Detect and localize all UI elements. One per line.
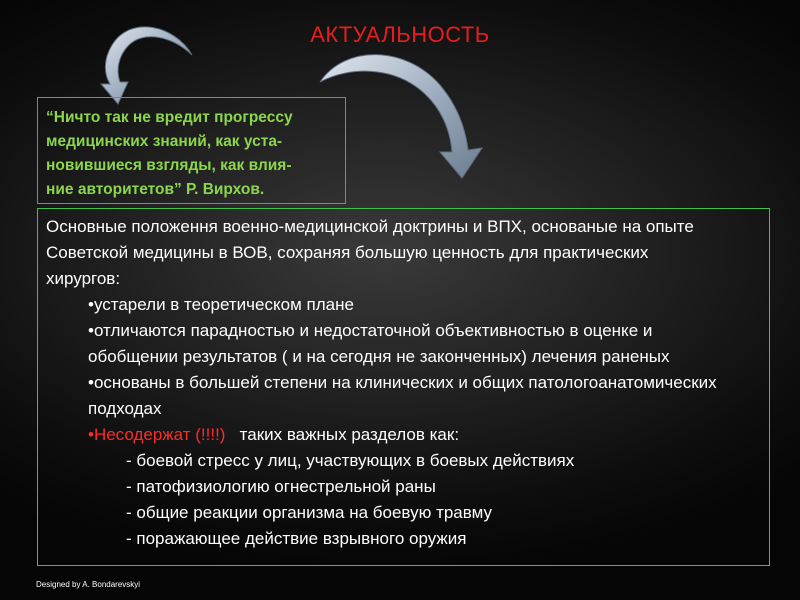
slide-title: АКТУАЛЬНОСТЬ xyxy=(310,22,490,47)
quote-line: ние авторитетов” Р. Вирхов. xyxy=(46,181,265,198)
bullet-item-missing-sections xyxy=(46,422,761,448)
sub-item: - поражающее действие взрывного оружия xyxy=(126,529,467,548)
sub-item: - общие реакции организма на боевую травму xyxy=(126,503,492,522)
curved-arrow-left-icon xyxy=(101,27,192,104)
quote-line: “Ничто так не вредит прогрессу xyxy=(46,109,293,126)
bullet-item: •отличаются парадностью и недостаточной объективностью в оценке и xyxy=(88,321,653,340)
quote-line: новившиеся взгляды, как влия- xyxy=(46,157,292,174)
quote-line: медицинских знаний, как уста- xyxy=(46,133,283,150)
footer-credit: Designed by A. Bondarevskyi xyxy=(36,580,141,589)
intro-line: Советской медицины в ВОВ, сохраняя большую ценность для практических xyxy=(46,243,649,262)
bullet-item: •устарели в теоретическом плане xyxy=(88,295,354,314)
bullet-item-continuation: обобщении результатов ( и на сегодня не законченных) лечения раненых xyxy=(88,347,670,366)
intro-line: хирургов: xyxy=(46,269,121,288)
missing-label: •Несодержат (!!!!) xyxy=(88,425,226,444)
sub-item: - патофизиологию огнестрельной раны xyxy=(126,477,436,496)
bullet-item-continuation: подходах xyxy=(88,399,162,418)
sub-item: - боевой стресс у лиц, участвующих в боевых действиях xyxy=(126,451,575,470)
missing-rest: таких важных разделов как: xyxy=(225,425,460,444)
quote-box xyxy=(37,97,346,204)
content-box xyxy=(37,208,770,566)
bullet-item: •основаны в большей степени на клинических и общих патологоанатомических xyxy=(88,373,717,392)
intro-line: Основные положення военно-медицинской доктрины и ВПХ, основаные на опыте xyxy=(46,217,694,236)
